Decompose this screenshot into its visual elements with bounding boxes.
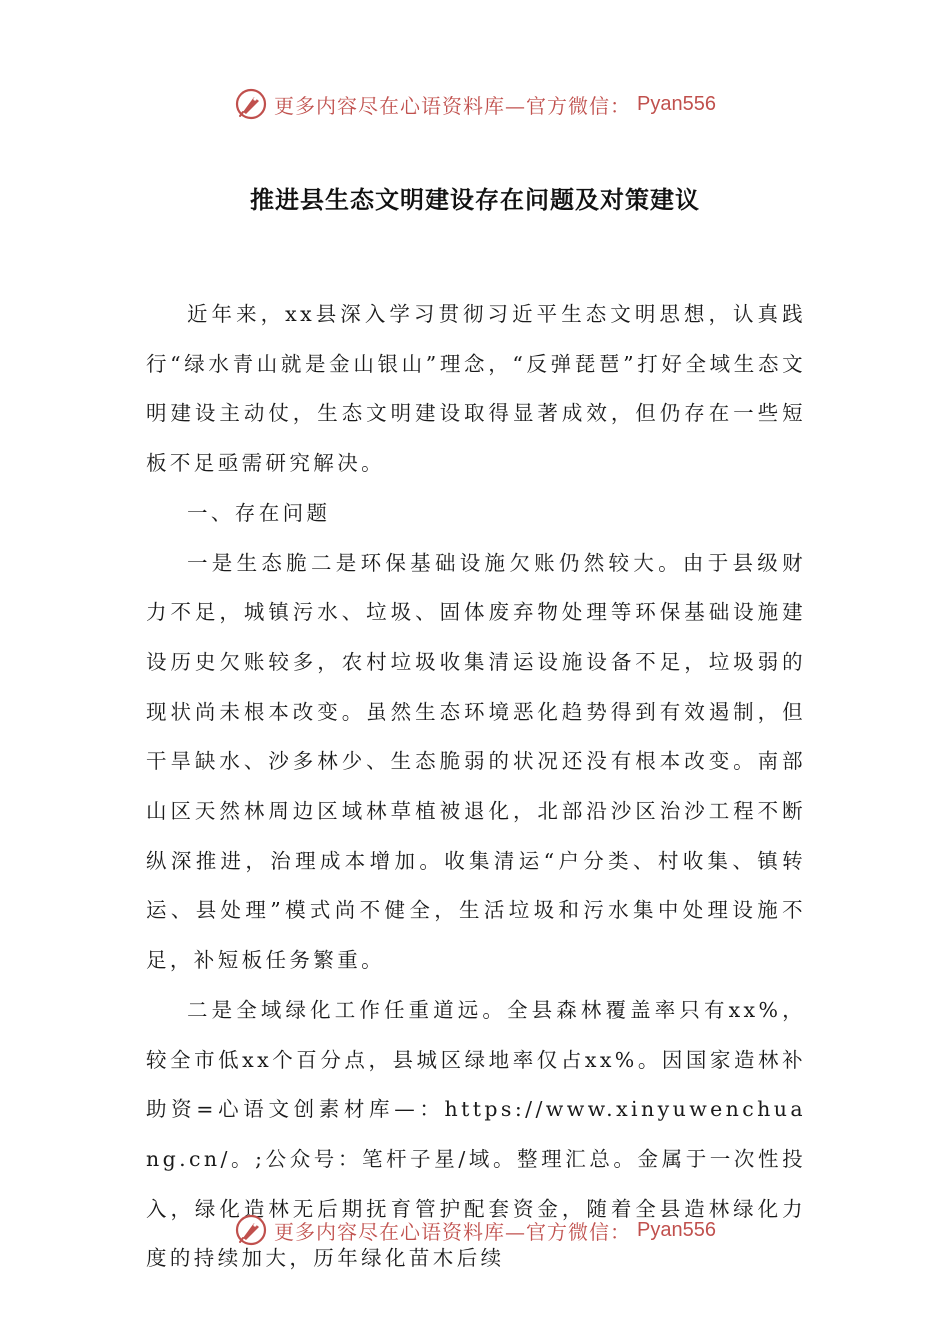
watermark-header (0, 84, 950, 124)
paragraph-problem-2: 二是全域绿化工作任重道远。全县森林覆盖率只有xx%，较全市低xx个百分点，县城区绿地率仅占xx%。因国家造林补助资=心语文创素材库—：https://www.xinyuwenchuang.cn/。;公众号：笔杆子星/域。整理汇总。金属于一次性投入，绿化造林无后期抚育管护配套资金，随着全县造林绿化力度的持续加大，历年绿化苗木后续 (146, 997, 806, 1271)
watermark-text: 更多内容尽在心语资料库—官方微信： (274, 1219, 632, 1244)
document-body (146, 290, 806, 1284)
document-title: 推进县生态文明建设存在问题及对策建议 (250, 186, 700, 214)
pen-nib-circle-icon (234, 87, 268, 121)
watermark-wechat-id: Pyan556 (637, 92, 716, 115)
paragraph-intro: 近年来，xx县深入学习贯彻习近平生态文明思想，认真践行“绿水青山就是金山银山”理念，“反弹琵琶”打好全域生态文明建设主动仗，生态文明建设取得显著成效，但仍存在一些短板不足亟需研究解决。 (146, 302, 806, 476)
section-heading-problems: 一、存在问题 (187, 500, 331, 525)
pen-nib-circle-icon (234, 1213, 268, 1247)
watermark-footer (0, 1210, 950, 1250)
watermark-wechat-id: Pyan556 (637, 1218, 716, 1241)
watermark-text: 更多内容尽在心语资料库—官方微信： (274, 93, 632, 118)
paragraph-problem-1: 一是生态脆二是环保基础设施欠账仍然较大。由于县级财力不足，城镇污水、垃圾、固体废弃物处理等环保基础设施建设历史欠账较多，农村垃圾收集清运设施设备不足，垃圾弱的现状尚未根本改变。虽然生态环境恶化趋势得到有效遏制，但干旱缺水、沙多林少、生态脆弱的状况还没有根本改变。南部山区天然林周边区域林草植被退化，北部沿沙区治沙工程不断纵深推进，治理成本增加。收集清运“户分类、村收集、镇转运、县处理”模式尚不健全，生活垃圾和污水集中处理设施不足，补短板任务繁重。 (146, 550, 806, 973)
